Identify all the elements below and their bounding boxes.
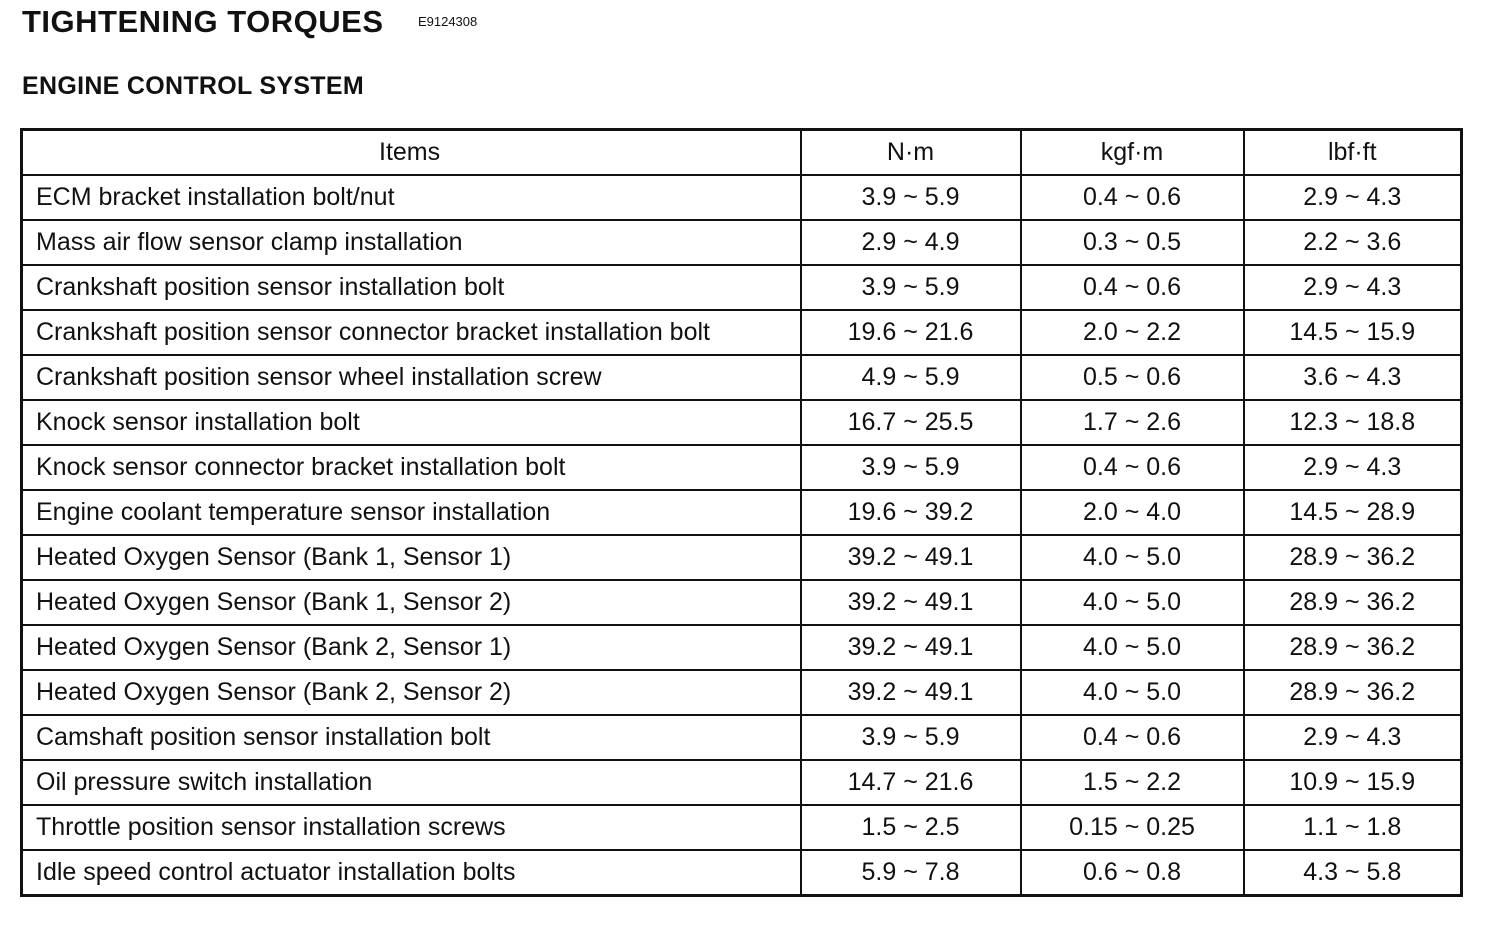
document-code: E9124308: [417, 14, 478, 29]
page-title: TIGHTENING TORQUES: [22, 4, 384, 39]
table-body: [22, 175, 1462, 896]
table-row: [22, 445, 1462, 490]
table-row: [22, 175, 1462, 220]
table-row: [22, 625, 1462, 670]
nm-cell: 5.9 ~ 7.8: [801, 850, 1021, 896]
nm-cell: 14.7 ~ 21.6: [801, 760, 1021, 805]
nm-cell: 16.7 ~ 25.5: [801, 400, 1021, 445]
item-cell: Oil pressure switch installation: [22, 760, 801, 805]
kgfm-cell: 1.5 ~ 2.2: [1021, 760, 1244, 805]
kgfm-cell: 0.15 ~ 0.25: [1021, 805, 1244, 850]
nm-cell: 39.2 ~ 49.1: [801, 580, 1021, 625]
torque-table: [20, 128, 1463, 897]
kgfm-cell: 4.0 ~ 5.0: [1021, 625, 1244, 670]
lbfft-cell: 2.2 ~ 3.6: [1244, 220, 1462, 265]
nm-cell: 39.2 ~ 49.1: [801, 625, 1021, 670]
lbfft-cell: 2.9 ~ 4.3: [1244, 265, 1462, 310]
lbfft-cell: 3.6 ~ 4.3: [1244, 355, 1462, 400]
kgfm-cell: 4.0 ~ 5.0: [1021, 580, 1244, 625]
item-cell: Knock sensor installation bolt: [22, 400, 801, 445]
item-cell: Heated Oxygen Sensor (Bank 1, Sensor 2): [22, 580, 801, 625]
item-cell: Crankshaft position sensor installation bolt: [22, 265, 801, 310]
kgfm-cell: 2.0 ~ 2.2: [1021, 310, 1244, 355]
kgfm-cell: 1.7 ~ 2.6: [1021, 400, 1244, 445]
item-cell: Camshaft position sensor installation bolt: [22, 715, 801, 760]
table-row: [22, 535, 1462, 580]
item-cell: Knock sensor connector bracket installation bolt: [22, 445, 801, 490]
column-header-nm: N·m: [801, 130, 1021, 176]
lbfft-cell: 28.9 ~ 36.2: [1244, 580, 1462, 625]
item-cell: Heated Oxygen Sensor (Bank 2, Sensor 2): [22, 670, 801, 715]
item-cell: Mass air flow sensor clamp installation: [22, 220, 801, 265]
table-row: [22, 850, 1462, 896]
kgfm-cell: 4.0 ~ 5.0: [1021, 670, 1244, 715]
nm-cell: 3.9 ~ 5.9: [801, 715, 1021, 760]
item-cell: Crankshaft position sensor connector bracket installation bolt: [22, 310, 801, 355]
lbfft-cell: 2.9 ~ 4.3: [1244, 175, 1462, 220]
lbfft-cell: 2.9 ~ 4.3: [1244, 715, 1462, 760]
table-row: [22, 310, 1462, 355]
section-title: ENGINE CONTROL SYSTEM: [22, 72, 364, 100]
table-row: [22, 805, 1462, 850]
lbfft-cell: 1.1 ~ 1.8: [1244, 805, 1462, 850]
nm-cell: 3.9 ~ 5.9: [801, 265, 1021, 310]
nm-cell: 1.5 ~ 2.5: [801, 805, 1021, 850]
column-header-kgfm: kgf·m: [1021, 130, 1244, 176]
column-header-items: Items: [22, 130, 801, 176]
kgfm-cell: 0.3 ~ 0.5: [1021, 220, 1244, 265]
nm-cell: 4.9 ~ 5.9: [801, 355, 1021, 400]
table-row: [22, 490, 1462, 535]
title-line: [22, 4, 477, 40]
kgfm-cell: 0.5 ~ 0.6: [1021, 355, 1244, 400]
nm-cell: 2.9 ~ 4.9: [801, 220, 1021, 265]
lbfft-cell: 28.9 ~ 36.2: [1244, 625, 1462, 670]
item-cell: Heated Oxygen Sensor (Bank 2, Sensor 1): [22, 625, 801, 670]
kgfm-cell: 4.0 ~ 5.0: [1021, 535, 1244, 580]
lbfft-cell: 14.5 ~ 15.9: [1244, 310, 1462, 355]
item-cell: Heated Oxygen Sensor (Bank 1, Sensor 1): [22, 535, 801, 580]
lbfft-cell: 28.9 ~ 36.2: [1244, 535, 1462, 580]
lbfft-cell: 28.9 ~ 36.2: [1244, 670, 1462, 715]
table-row: [22, 580, 1462, 625]
nm-cell: 19.6 ~ 39.2: [801, 490, 1021, 535]
lbfft-cell: 4.3 ~ 5.8: [1244, 850, 1462, 896]
lbfft-cell: 12.3 ~ 18.8: [1244, 400, 1462, 445]
item-cell: ECM bracket installation bolt/nut: [22, 175, 801, 220]
table-row: [22, 760, 1462, 805]
item-cell: Engine coolant temperature sensor installation: [22, 490, 801, 535]
item-cell: Idle speed control actuator installation bolts: [22, 850, 801, 896]
table-row: [22, 715, 1462, 760]
column-header-lbfft: lbf·ft: [1244, 130, 1462, 176]
nm-cell: 39.2 ~ 49.1: [801, 535, 1021, 580]
table-row: [22, 670, 1462, 715]
table-row: [22, 220, 1462, 265]
table-row: [22, 355, 1462, 400]
kgfm-cell: 0.4 ~ 0.6: [1021, 265, 1244, 310]
lbfft-cell: 2.9 ~ 4.3: [1244, 445, 1462, 490]
table-header-row: [22, 130, 1462, 176]
kgfm-cell: 0.4 ~ 0.6: [1021, 175, 1244, 220]
item-cell: Throttle position sensor installation screws: [22, 805, 801, 850]
kgfm-cell: 0.6 ~ 0.8: [1021, 850, 1244, 896]
lbfft-cell: 14.5 ~ 28.9: [1244, 490, 1462, 535]
kgfm-cell: 0.4 ~ 0.6: [1021, 445, 1244, 490]
table-row: [22, 400, 1462, 445]
item-cell: Crankshaft position sensor wheel installation screw: [22, 355, 801, 400]
lbfft-cell: 10.9 ~ 15.9: [1244, 760, 1462, 805]
nm-cell: 3.9 ~ 5.9: [801, 175, 1021, 220]
nm-cell: 19.6 ~ 21.6: [801, 310, 1021, 355]
nm-cell: 39.2 ~ 49.1: [801, 670, 1021, 715]
kgfm-cell: 2.0 ~ 4.0: [1021, 490, 1244, 535]
table-row: [22, 265, 1462, 310]
nm-cell: 3.9 ~ 5.9: [801, 445, 1021, 490]
kgfm-cell: 0.4 ~ 0.6: [1021, 715, 1244, 760]
